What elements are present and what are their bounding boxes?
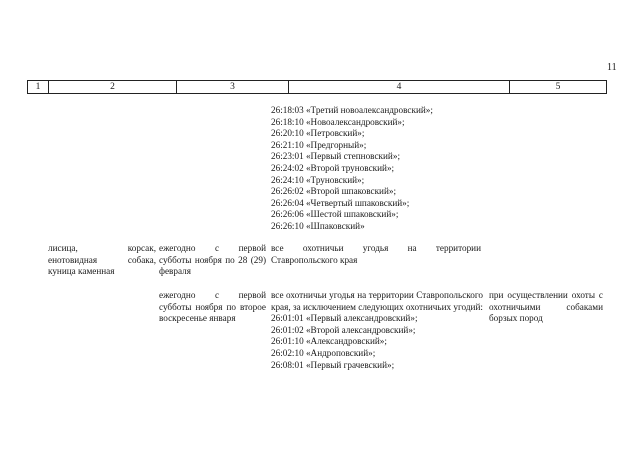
list-item: 26:01:01 «Первый александровский»; xyxy=(271,313,418,324)
page-number: 11 xyxy=(607,62,617,73)
row-c-condition: при осуществлении охоты с охотничьими собаками борзых пород xyxy=(489,290,603,324)
list-item: 26:01:02 «Второй александровский»; xyxy=(271,324,416,335)
list-item: 26:24:10 «Труновский»; xyxy=(271,174,365,185)
list-item: 26:23:01 «Первый степновский»; xyxy=(271,151,400,162)
header-col-5: 5 xyxy=(555,82,561,92)
header-col-1: 1 xyxy=(28,81,49,93)
row-b-territory: все охотничьи угодья на территории Ставропольского края xyxy=(271,243,481,265)
row-a-hunting-grounds-list xyxy=(271,105,487,233)
list-item: 26:26:06 «Шестой шпаковский»; xyxy=(271,209,399,220)
list-item: 26:26:02 «Второй шпаковский»; xyxy=(271,186,397,197)
header-col-4: 4 xyxy=(289,81,510,93)
list-item: 26:02:10 «Андроповский»; xyxy=(271,347,376,358)
list-item: 26:26:04 «Четвертый шпаковский»; xyxy=(271,197,410,208)
header-col-3: 3 xyxy=(177,81,289,93)
row-c-season: ежегодно с первой субботы ноября по второе воскресенье января xyxy=(159,290,266,324)
row-c-territory-intro: все охотничьи угодья на территории Ставропольского края, за исключением следующих охотничьих угодий: xyxy=(271,290,483,312)
table-header-row xyxy=(27,80,607,94)
list-item: 26:20:10 «Петровский»; xyxy=(271,128,365,139)
list-item: 26:18:03 «Третий новоалександровский»; xyxy=(271,105,433,115)
header-col-2: 2 xyxy=(49,81,177,93)
row-b-season: ежегодно с первой субботы ноября по 28 (29) февраля xyxy=(159,243,266,277)
row-c-territory xyxy=(271,290,483,371)
list-item: 26:08:01 «Первый грачевский»; xyxy=(271,359,395,370)
row-b-species: лисица, корсак, енотовидная собака, куница каменная xyxy=(48,243,156,277)
list-item: 26:26:10 «Шпаковский» xyxy=(271,220,365,231)
list-item: 26:01:10 «Александровский»; xyxy=(271,336,387,347)
list-item: 26:18:10 «Новоалександровский»; xyxy=(271,116,405,127)
list-item: 26:21:10 «Предгорный»; xyxy=(271,139,367,150)
list-item: 26:24:02 «Второй труновский»; xyxy=(271,162,395,173)
